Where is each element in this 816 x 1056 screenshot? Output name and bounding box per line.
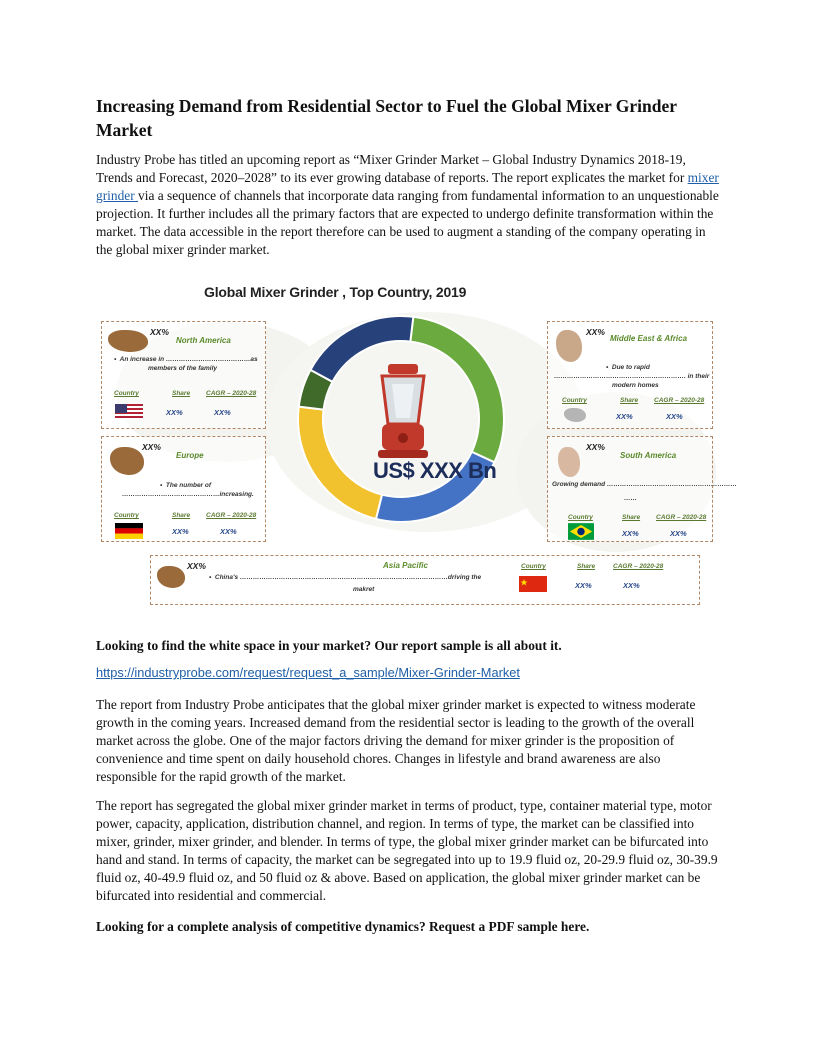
- region-note: • Due to rapid: [606, 364, 650, 371]
- region-pct: XX%: [586, 327, 605, 337]
- usa-flag-icon: [115, 404, 143, 420]
- region-name: Middle East & Africa: [610, 334, 688, 343]
- col-country: Country: [114, 512, 139, 519]
- region-middle-east-africa: [547, 321, 713, 429]
- share-value: XX%: [166, 408, 183, 417]
- cagr-value: XX%: [670, 529, 687, 538]
- region-note: • China's ……………………………………………………………………………………driving the: [209, 574, 482, 581]
- col-country: Country: [521, 563, 546, 570]
- country-map-icon: [564, 408, 586, 422]
- col-share: Share: [622, 514, 641, 521]
- mixer-grinder-icon: [368, 362, 438, 462]
- region-pct: XX%: [187, 561, 206, 571]
- region-europe: [101, 436, 266, 542]
- brazil-flag-icon: [568, 523, 594, 540]
- region-note-line2: ………………………………………increasing.: [122, 491, 254, 498]
- cagr-value: XX%: [666, 412, 683, 421]
- market-infographic: [96, 272, 737, 612]
- cagr-value: XX%: [220, 527, 237, 536]
- intro-text-after: via a sequence of channels that incorporate data ranging from fundamental information to an unquestionable projection. It further includes all the primary factors that are expected to undergo definite transformation within the market. The data accessible in the report therefore can be used to augment a standing of the company operating in the global mixer grinder market.: [96, 188, 719, 257]
- segmentation-paragraph: The report has segregated the global mixer grinder market in terms of product, type, container material type, motor power, capacity, application, distribution channel, and region. In terms of type, the market can be classified into mixer, grinder, mixer grinder, and blender. In terms of type, the global mixer grinder market can be bifurcated into hand and stand. In terms of capacity, the market can be segregated into up to 19.9 fluid oz, 20-29.9 fluid oz, 30-39.9 fluid oz, 40-49.9 fluid oz, and 50 fluid oz & above. Based on application, the global mixer grinder market can be bifurcated into residential and commercial.: [96, 798, 718, 903]
- col-share: Share: [577, 563, 596, 570]
- region-note-line3: modern homes: [612, 382, 659, 389]
- page-title: Increasing Demand from Residential Sector to Fuel the Global Mixer Grinder Market: [96, 96, 677, 140]
- region-note: • The number of: [160, 482, 212, 489]
- pdf-sample-callout: Looking for a complete analysis of competitive dynamics? Request a PDF sample here.: [96, 919, 590, 934]
- region-note-line1: The number of: [165, 482, 212, 489]
- south-america-map-icon: [558, 447, 580, 477]
- region-pct: XX%: [150, 327, 169, 337]
- col-cagr: CAGR – 2020-28: [656, 514, 707, 521]
- region-note-line1: Growing demand ……………………………………………………: [552, 481, 737, 488]
- region-note-line2: ……………………………………………………. in their: [554, 373, 710, 380]
- region-north-america: [101, 321, 266, 429]
- market-outlook-paragraph: The report from Industry Probe anticipates that the global mixer grinder market is expected to witness moderate growth in the coming years. Increased demand from the residential sector is leading to the growth of the overall market across the globe. One of the major factors driving the demand for mixer grinder is the proposition of convenience and time spent on daily household chores. Changes in lifestyle and brand awareness are also responsible for the rapid growth of the market.: [96, 697, 696, 784]
- mea-map-icon: [556, 330, 582, 362]
- intro-text-before: Industry Probe has titled an upcoming report as “Mixer Grinder Market – Global Industry Dynamics 2018-19, Trends and Forecast, 2020–2028” to its ever growing database of reports. The report explicates the market for: [96, 152, 688, 185]
- cagr-value: XX%: [214, 408, 231, 417]
- sample-callout-heading: Looking to find the white space in your market? Our report sample is all about it.: [96, 638, 562, 653]
- cagr-value: XX%: [623, 581, 640, 590]
- col-cagr: CAGR – 2020-28: [206, 390, 257, 397]
- share-value: XX%: [172, 527, 189, 536]
- col-cagr: CAGR – 2020-28: [654, 397, 705, 404]
- germany-flag-icon: [115, 523, 143, 539]
- intro-paragraph: [96, 151, 720, 259]
- region-name: Europe: [176, 451, 204, 460]
- region-note-line1: An increase in …………………………………as: [119, 356, 258, 363]
- china-flag-icon: [519, 576, 547, 592]
- region-asia-pacific: [150, 555, 700, 605]
- sample-request-link[interactable]: https://industryprobe.com/request/request_a_sample/Mixer-Grinder-Market: [96, 665, 520, 680]
- region-name: North America: [176, 336, 231, 345]
- col-country: Country: [114, 390, 139, 397]
- region-note-line2: ……: [624, 495, 637, 502]
- share-value: XX%: [616, 412, 633, 421]
- col-cagr: CAGR – 2020-28: [613, 563, 664, 570]
- share-value: XX%: [622, 529, 639, 538]
- region-south-america: [547, 436, 737, 542]
- region-note-line1: China's ……………………………………………………………………………………driving the: [214, 574, 482, 581]
- europe-map-icon: [110, 447, 144, 475]
- mixer-grinder-link[interactable]: mixer grinder: [96, 170, 719, 203]
- col-country: Country: [562, 397, 587, 404]
- share-value: XX%: [575, 581, 592, 590]
- col-share: Share: [620, 397, 639, 404]
- infographic-title: Global Mixer Grinder , Top Country, 2019: [204, 284, 467, 300]
- region-name: South America: [620, 451, 677, 460]
- asia-pacific-map-icon: [157, 566, 185, 588]
- region-note-line2: makret: [353, 586, 375, 593]
- col-cagr: CAGR – 2020-28: [206, 512, 257, 519]
- region-note-line2: members of the family: [148, 365, 217, 372]
- col-country: Country: [568, 514, 593, 521]
- col-share: Share: [172, 512, 191, 519]
- region-pct: XX%: [142, 442, 161, 452]
- region-name: Asia Pacific: [383, 561, 428, 570]
- region-note: • An increase in …………………………………as: [114, 356, 258, 363]
- region-note-line1: Due to rapid: [611, 364, 650, 371]
- col-share: Share: [172, 390, 191, 397]
- north-america-map-icon: [108, 330, 148, 352]
- total-market-value: US$ XXX Bn: [373, 458, 497, 483]
- region-pct: XX%: [586, 442, 605, 452]
